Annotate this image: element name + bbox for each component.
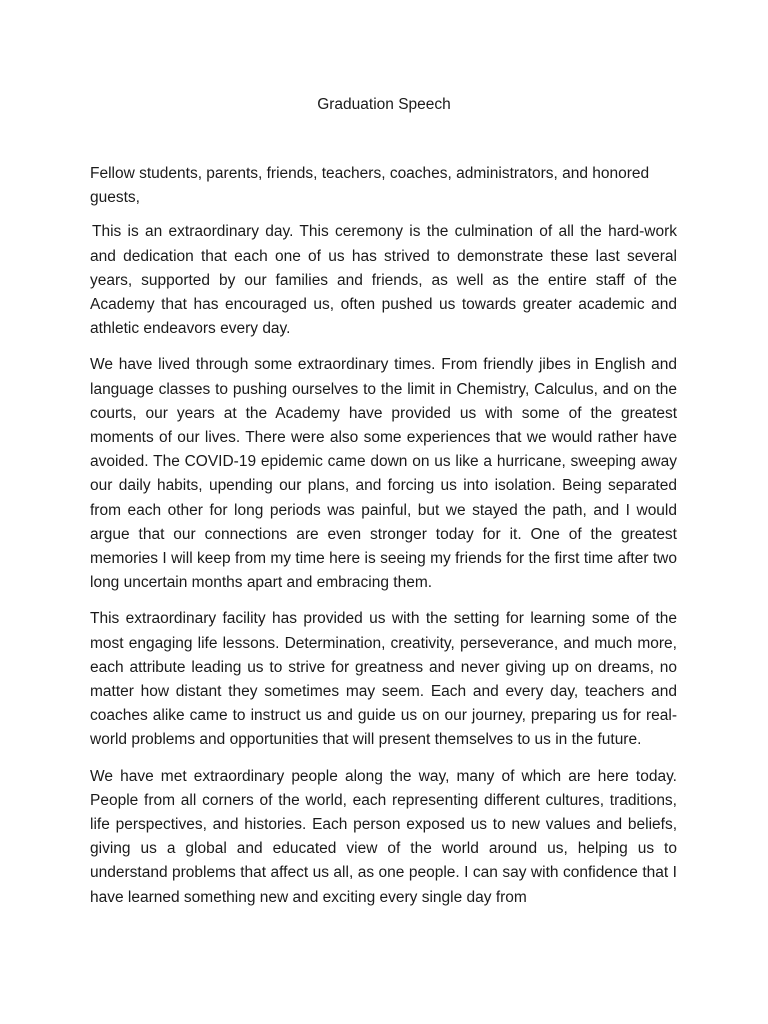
paragraph-extraordinary-day: This is an extraordinary day. This ceremony is the culmination of all the hard-work and dedication that each one of us has strived to demonstrate these last several years, supported by our families and friends, as well as the entire staff of the Academy that has encouraged us, often pushed us towards greater academic and athletic endeavors every day. [90,223,677,338]
paragraph-extraordinary-times: We have lived through some extraordinary times. From friendly jibes in English and language classes to pushing ourselves to the limit in Chemistry, Calculus, and on the courts, our years at the Academy have provided us with some of the greatest moments of our lives. There were also some experiences that we would rather have avoided. The COVID-19 epidemic came down on us like a hurricane, sweeping away our daily habits, upending our plans, and forcing us into isolation. Being separated from each other for long periods was painful, but we stayed the path, and I would argue that our connections are even stronger today for it. One of the greatest memories I will keep from my time here is seeing my friends for the first time after two long uncertain months apart and embracing them. [90,356,677,592]
document-body [90,162,677,922]
paragraph-extraordinary-facility: This extraordinary facility has provided us with the setting for learning some of the most engaging life lessons. Determination, creativity, perseverance, and much more, each attribute leading us to strive for greatness and never giving up on dreams, no matter how distant they sometimes may seem. Each and every day, teachers and coaches alike came to instruct us and guide us on our journey, preparing us for real-world problems and opportunities that will present themselves to us in the future. [90,610,677,749]
paragraph-greeting: Fellow students, parents, friends, teachers, coaches, administrators, and honored guests, [90,165,650,207]
paragraph-extraordinary-people: We have met extraordinary people along the way, many of which are here today. People from all corners of the world, each representing different cultures, traditions, life perspectives, and histories. Each person exposed us to new values and beliefs, giving us a global and educated view of the world around us, helping us to understand problems that affect us all, as one people. I can say with confidence that I have learned something new and exciting every single day from [90,767,677,906]
document-title: Graduation Speech [317,96,451,113]
